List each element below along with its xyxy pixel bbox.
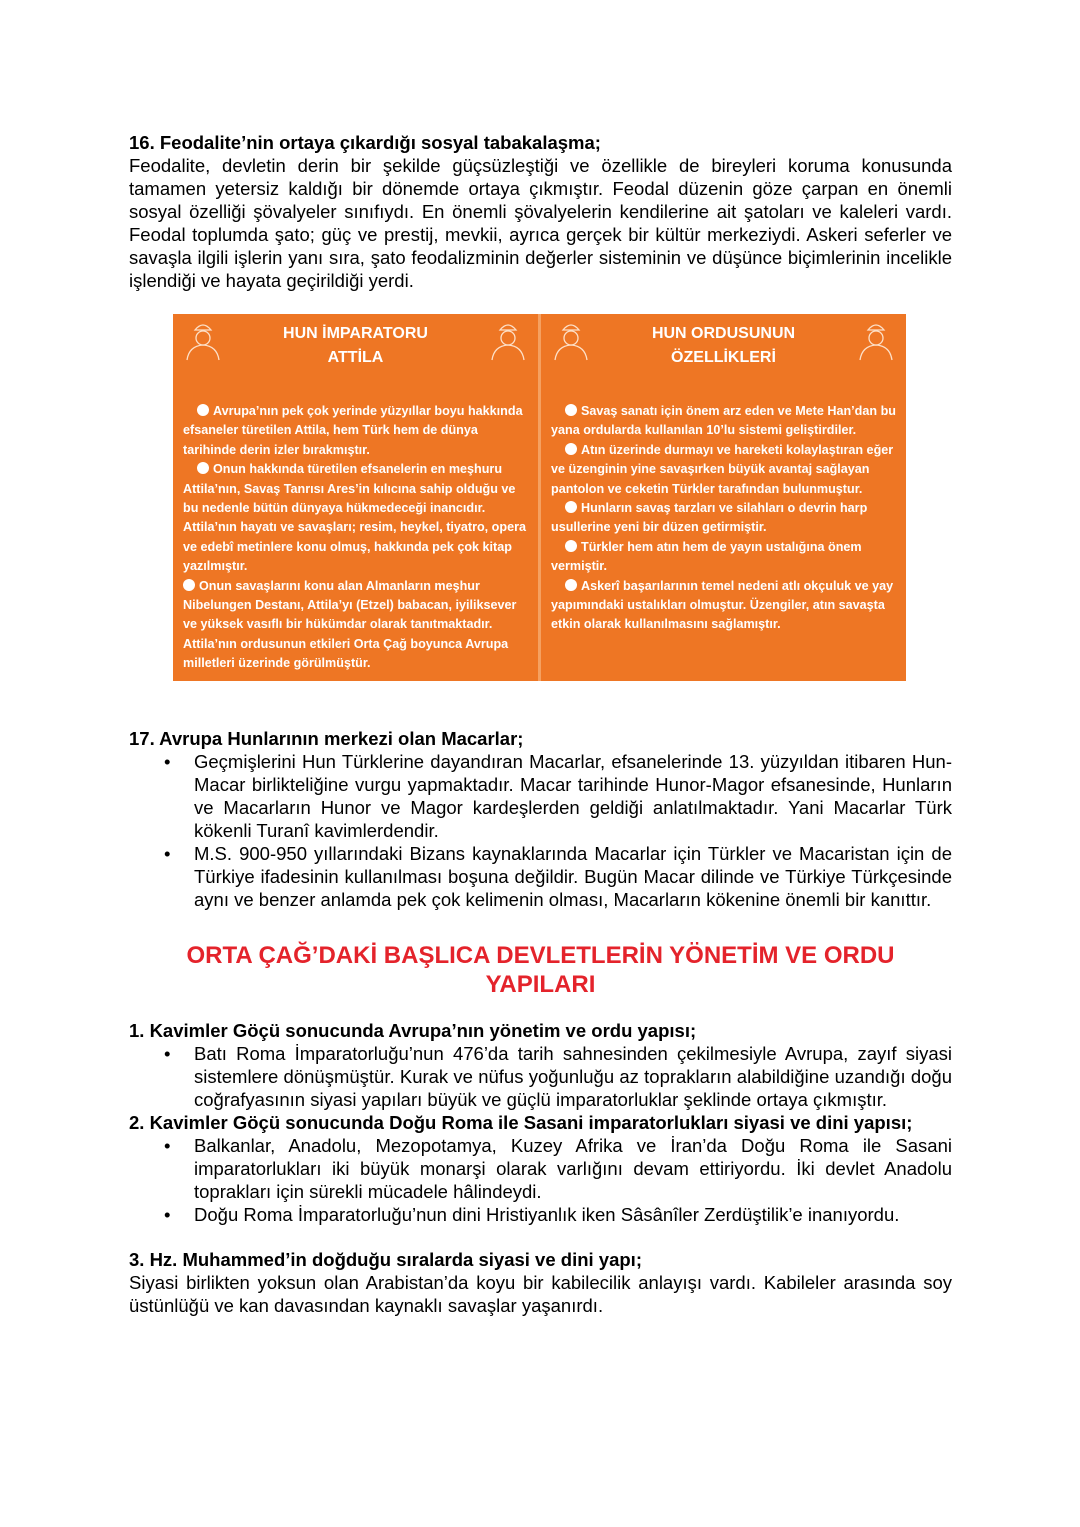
item-2-list [129, 1134, 952, 1226]
attila-panel [173, 314, 538, 681]
attila-title: HUN İMPARATORU ATTİLA [283, 325, 428, 366]
item-2-heading: 2. Kavimler Göçü sonucunda Doğu Roma ile Sasani imparatorlukları siyasi ve dini yapısı; [129, 1112, 913, 1133]
hun-army-panel [538, 314, 906, 681]
document-page [129, 131, 952, 1317]
army-title: HUN ORDUSUNUN ÖZELLİKLERİ [651, 325, 796, 366]
hun-warrior-icon [486, 318, 530, 362]
hun-infographic [173, 314, 906, 681]
section-17-heading: 17. Avrupa Hunlarının merkezi olan Macarlar; [129, 728, 524, 749]
item-1-heading: 1. Kavimler Göçü sonucunda Avrupa’nın yönetim ve ordu yapısı; [129, 1020, 697, 1041]
army-item: Türkler hem atın hem de yayın ustalığına önem vermiştir. [551, 539, 862, 574]
section-title: ORTA ÇAĞ’DAKİ BAŞLICA DEVLETLERİN YÖNETİM VE ORDU YAPILARI [186, 942, 895, 998]
item-3-heading: 3. Hz. Muhammed’in doğduğu sıralarda siyasi ve dini yapı; [129, 1249, 642, 1270]
army-item: Askerî başarılarının temel nedeni atlı okçuluk ve yay yapımındaki ustalıkları olmuştur. Üzengiler, atın savaşta etkin olarak kullanılmasını sağlamıştır. [551, 578, 894, 632]
section-17-list [129, 750, 952, 911]
list-item: • Batı Roma İmparatorluğu’nun 476’da tarih sahnesinden çekilmesiyle Avrupa, zayıf siyasi sistemlere dönüşmüştür. Kurak ve nüfus yoğunluğu az toprakların alabildiğine uzandığı doğu coğrafyasının siyasi yapıları büyük ve güçlü imparatorluklar şeklinde ortaya çıkmıştır. [164, 1043, 952, 1110]
attila-item: Onun hakkında türetilen efsanelerin en meşhuru Attila’nın, Savaş Tanrısı Ares’in kılıcına sahip olduğu ve bu nedenle bütün dünyaya hükmedeceği inancıdır. Attila’nın hayatı ve savaşları; resim, heykel, tiyatro, opera ve edebî metinlere konu olmuş, hakkında pek çok kitap yazılmıştır. [183, 462, 526, 574]
section-16-heading: 16. Feodalite’nin ortaya çıkardığı sosyal tabakalaşma; [129, 132, 601, 153]
hun-warrior-icon [854, 318, 898, 362]
list-item: • M.S. 900-950 yıllarındaki Bizans kaynaklarında Macarlar için Türkler ve Macaristan için de Türkiye ifadesinin kullanılması boşuna değildir. Bugün Macar dilinde ve Türkiye Türkçesinde aynı ve benzer anlamda pek çok kelimenin olması, Macarların kökenine önemli bir kanıttır. [164, 843, 952, 910]
army-item: Savaş sanatı için önem arz eden ve Mete Han’dan bu yana ordularda kullanılan 10’lu sistemi geliştirdiler. [551, 404, 896, 438]
hun-warrior-icon [181, 318, 225, 362]
item-3-text: Siyasi birlikten yoksun olan Arabistan’da koyu bir kabilecilik anlayışı vardı. Kabileler arasında soy üstünlüğü ve kan davasından kaynaklı savaşlar yaşanırdı. [129, 1272, 952, 1316]
hun-warrior-icon [549, 318, 593, 362]
list-item: • Balkanlar, Anadolu, Mezopotamya, Kuzey Afrika ve İran’da Doğu Roma ile Sasani imparatorlukları iki büyük monarşi olarak varlığını devam ettiriyordu. İki devlet Anadolu toprakları için sürekli mücadele hâlindeydi. [164, 1135, 952, 1202]
army-item: Atın üzerinde durmayı ve hareketi kolaylaştıran eğer ve üzenginin yine savaşırken büyük avantaj sağlayan pantolon ve ceketin Türkler tarafından bulunmuştur. [551, 442, 894, 496]
list-item: • Doğu Roma İmparatorluğu’nun dini Hristiyanlık iken Sâsânîler Zerdüştilik’e inanıyordu. [164, 1204, 900, 1225]
item-1-list [129, 1042, 952, 1111]
section-16-text: Feodalite, devletin derin bir şekilde güçsüzleştiği ve özellikle de bireyleri koruma konusunda tamamen yetersiz kaldığı bir dönemde ortaya çıkmıştır. Feodal düzenin göze çarpan en önemli sosyal özelliği şövalyeler sınıfıydı. En önemli şövalyelerin kendilerine ait şatoları ve kaleleri vardı. Feodal toplumda şato; güç ve prestij, mevkii, ayrıca gerçek bir kültür merkeziydi. Askeri seferler ve savaşla ilgili işlerin yanı sıra, şato feodalizminin değerler sisteminin ve düşünce biçimlerinin incelikle işlendiği ve hayata geçirildiği yerdi. [129, 155, 952, 291]
attila-item: Avrupa’nın pek çok yerinde yüzyıllar boyu hakkında efsaneler türetilen Attila, hem Türk hem de dünya tarihinde derin izler bırakmıştır. [183, 404, 523, 457]
attila-item: Onun savaşlarını konu alan Almanların meşhur Nibelungen Destanı, Attila’yı (Etzel) babacan, iyiliksever ve yüksek vasıflı bir hükümdar olarak tanıtmaktadır. Attila’nın ordusunun etkileri Orta Çağ boyunca Avrupa milletleri üzerinde görülmüştür. [183, 578, 517, 671]
list-item: • Geçmişlerini Hun Türklerine dayandıran Macarlar, efsanelerinde 13. yüzyıldan itibaren Hun-Macar birlikteliğine vurgu yapmaktadır. Macar tarihinde Hunor-Magor efsanesinde, Hunların ve Macarların Hunor ve Magor kardeşlerden geldiği anlatılmaktadır. Yani Macarlar Türk kökenli Turanî kavimlerdendir. [164, 751, 952, 841]
army-item: Hunların savaş tarzları ve silahları o devrin harp usullerine yeni bir düzen getirmiştir. [551, 501, 868, 535]
